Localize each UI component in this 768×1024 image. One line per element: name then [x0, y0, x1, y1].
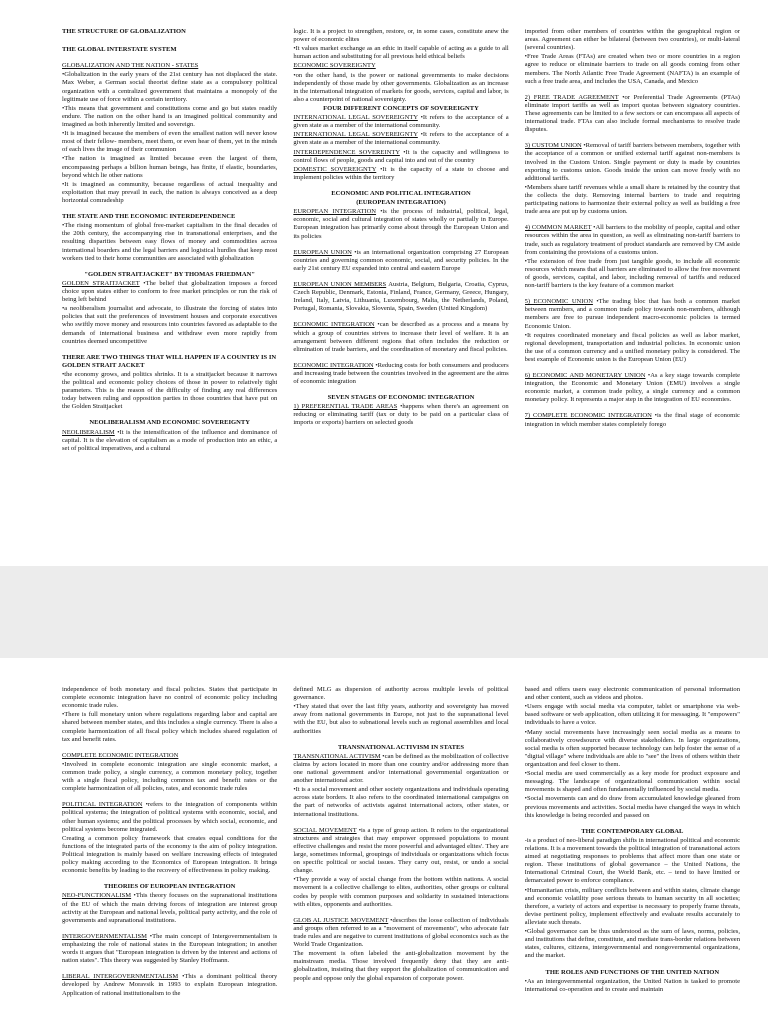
term-label: EUROPEAN UNION MEMBERS — [293, 280, 387, 288]
term-label: 5) ECONOMIC UNION — [524, 298, 593, 306]
section-heading-contemporary-global: THE CONTEMPORARY GLOBAL — [581, 827, 684, 835]
paragraph: •It is a social movement and other society organizations and individuals operating across state borders. It also refers to the coordinated international campaigns on the part of networks of activists against international actors, other states, or international institutions. — [293, 786, 509, 818]
page-gap — [0, 566, 768, 658]
term-definition: Austria, Belgium, Bulgaria, Croatia, Cyprus, Czech Republic, Denmark, Estonia, Finland, France, Germany, Greece, Hungary, Ireland, Italy, Latvia, Lithuania, Luxembourg, Malta, the Netherlands, Poland, Portugal, Romania, Slovakia, Slovenia, Spain, Sweden (United Kingdom) — [293, 280, 509, 313]
paragraph: •It is imagined because the members of even the smallest nation will never know most of their fellow- members, meet them, or even hear of them, yet in the minds of each lives the image of their communion — [62, 130, 278, 154]
paragraph — [293, 321, 508, 353]
page-2-column-1 — [62, 686, 277, 1024]
section-heading-interstate: THE GLOBAL INTERSTATE SYSTEM — [62, 46, 177, 54]
term-label: ECONOMIC INTEGRATION — [293, 361, 374, 369]
paragraph — [62, 892, 277, 924]
term-label: SOCIAL MOVEMENT — [293, 826, 357, 834]
paragraph: Creating a common policy framework that creates equal conditions for the functions of the integrated parts of the economy is the aim of policy integration. Political integration is mainly based on welfare increasing effects of integrated policy making according to the Economics of European integration. It brings economic benefits by leading to the recovery of effectiveness in policy making. — [62, 834, 278, 875]
paragraph — [293, 917, 508, 949]
section-heading-theories: THEORIES OF EUROPEAN INTEGRATION — [103, 883, 236, 891]
term-definition: •Reducing costs for both consumers and producers and increasing trade between the countries involved in the agreement are the aims of economic integration — [293, 361, 509, 386]
paragraph: The movement is often labeled the anti-globalization movement by the mainstream media. Those involved frequently deny that they are anti-globalization, insisting that they support the globalization of communication and people and oppose only the global expansion of corporate power. — [293, 950, 509, 982]
section-heading-interdependence: THE STATE AND THE ECONOMIC INTERDEPENDENCE — [62, 213, 236, 221]
paragraph: •Social movements can and do draw from accumulated knowledge gleaned from previous movements and activities. Social media have changed the ways in which this knowledge is being recorded and passed on — [524, 795, 740, 819]
term-definition: •This a dominant political theory developed by Andrew Moravsik in 1993 to explain European integration. Application of rational institutionalism to the — [62, 973, 278, 997]
page-1-columns — [62, 28, 740, 566]
nation-heading: GLOBALIZATION AND THE NATION - STATES — [62, 62, 199, 70]
paragraph: •The rising momentum of global free-market capitalism in the final decades of the 20th century, the accompanying rise in transnational enterprises, and the resulting disparities between easy flows of money and commodities across international boarders and the legal barriers and logistical hurdles that keep most workers tied to their home communities are associated with globalization — [62, 222, 278, 262]
term-label: INTERNATIONAL LEGAL SOVEREIGNTY — [293, 131, 418, 139]
paragraph — [293, 208, 508, 240]
paragraph: imported from other members of countries within the geographical region or areas. Agreement can either be bilateral (between two countries), or multi-lateral (several countries). — [524, 28, 740, 52]
section-heading-neoliberalism: NEOLIBERALISM AND ECONOMIC SOVEREIGNTY — [89, 419, 250, 427]
section-heading-seven-stages: SEVEN STAGES OF ECONOMIC INTEGRATION — [327, 394, 475, 402]
paragraph — [525, 372, 740, 404]
term-definition: •Removal of tariff barriers between members, together with the acceptance of a common or unified external tariff against non-members is involved in the Custom Union. Single payment or duty is made by countries exporting to customs union. Goods inside the union can move freely with no additional tariffs. — [524, 142, 740, 182]
paragraph: •It values market exchange as an ethic in itself capable of acting as a guide to all human action and substituting for all previous held ethical beliefs — [293, 45, 509, 61]
paragraph — [525, 412, 740, 428]
term-label: EUROPEAN UNION — [293, 248, 352, 256]
page-2-column-3 — [525, 686, 740, 1024]
paragraph: •Global governance can be thus understood as the sum of laws, norms, policies, and institutions that define, constitute, and mediate trans-border relations between states, cultures, citizens, intergovernmental and nongovernmental organizations, and the market. — [524, 928, 740, 960]
paragraph: defined MLG as dispersion of authority across multiple levels of political governance. — [293, 686, 509, 702]
paragraph — [62, 973, 277, 997]
term-definition: •This theory focuses on the supranational institutions of the EU of which the main driving forces of integration are interest group activity at the European and national levels, political party activity, and the role of governments and supranational institutions. — [62, 892, 278, 924]
page-1-column-2 — [293, 28, 508, 566]
term-label: DOMESTIC SOVEREIGNTY — [293, 165, 377, 173]
term-label: INTERGOVERNMENTALISM — [62, 932, 147, 940]
term-definition: •It is the capacity of a state to choose and implement policies within the territory — [293, 165, 509, 181]
term-definition: •The trading bloc that has both a common market between members, and a common trade policy towards non-members, although members are free to pursue independent macro-economic policies is termed Economic Union. — [524, 298, 740, 330]
term-label: 1) PREFERENTIAL TRADE AREAS — [293, 403, 398, 411]
term-definition: •can be defined as the mobilization of collective claims by actors located in more than one country and/or addressing more than one national government and/or international governmental organization or another international actor. — [293, 752, 509, 785]
term-definition: •or Preferential Trade Agreements (PTAs) eliminate import tariffs as well as import quotas between signatory countries. These agreements can be limited to a few sectors or can encompass all aspects of international trade. FTAs can also include formal mechanisms to resolve trade disputes. — [524, 93, 740, 134]
term-label: EUROPEAN INTEGRATION — [293, 208, 377, 216]
page-1-column-3 — [525, 28, 740, 566]
paragraph — [293, 281, 508, 313]
section-subheading-european: (EUROPEAN INTEGRATION) — [356, 199, 446, 207]
paragraph: •Free Trade Areas (FTAs) are created when two or more countries in a region agree to reduce or eliminate barriers to trade on all goods coming from other members. The North Atlantic Free Trade Agreement (NAFTA) is an example of such a free trade area, and includes the USA, Canada, and Mexico — [524, 53, 740, 85]
term-label: COMPLETE ECONOMIC INTEGRATION — [62, 751, 179, 759]
paragraph — [293, 249, 508, 273]
paragraph: •It is imagined as community, because regardless of actual inequality and exploitation that may prevail in each, the nation is always conceived as a deep horizontal comradeship — [62, 180, 278, 204]
section-heading-transnational: TRANSNATIONAL ACTIVISM IN STATES — [337, 743, 465, 751]
section-heading-integration: ECONOMIC AND POLITICAL INTEGRATION — [331, 189, 471, 197]
term-definition: •All barriers to the mobility of people, capital and other resources within the area in question, as well as eliminating non-tariff barriers to trade, such as regulatory treatment of product standards are removed by CM aside from containing the provisions of a customs union. — [524, 224, 740, 256]
page-2 — [0, 658, 768, 1024]
term-label: GLOB AL JUSTICE MOVEMENT — [293, 916, 389, 924]
term-label: GOLDEN STRAITJACKET — [62, 279, 140, 287]
term-definition: •is the final stage of economic integration in which member states completely forego — [524, 412, 740, 428]
paragraph — [293, 362, 508, 386]
term-label: INTERDEPENDENCE SOVEREINTY — [293, 148, 400, 156]
paragraph: •Users engage with social media via computer, tablet or smartphone via web-based software or web application, often utilizing it for messaging. It "empowers" individuals to have a voice. — [524, 703, 740, 727]
term-label: 7) COMPLETE ECONOMIC INTEGRATION — [524, 412, 652, 420]
page-2-column-2 — [293, 686, 508, 1024]
paragraph — [525, 298, 740, 330]
paragraph: •They provide a way of social change from the bottom within nations. A social movement is a collective challenge to elites, authorities, other groups or cultural codes by people with common purposes and solidarity in sustained interactions with elites, opponents and authorities. — [293, 876, 509, 908]
paragraph — [62, 429, 277, 453]
paragraph: •Many social movements have increasingly seen social media as a means to collaboratively crowdsource with diverse stakeholders. In large organizations, social media is often supported because technology can help foster the sense of a "digital village" where individuals are able to "see" the lives of others within their organization and feel closer to them. — [524, 728, 740, 768]
term-label: 2) FREE TRADE AGREEMENT — [524, 93, 619, 101]
paragraph — [525, 94, 740, 135]
term-label: ECONOMIC INTEGRATION — [293, 321, 375, 329]
term-definition: •is a type of group action. It refers to the organizational structures and strategies that may empower oppressed populations to mount effective challenges and resist the more powerful and advantaged elites'. They are large, sometimes informal, groupings of individuals or organizations which focus on specific political or social issues. They carry out, resist, or undo a social change. — [293, 826, 509, 875]
term-definition: •can be described as a process and a means by which a group of countries strives to increase their level of welfare. It is an arrangement between different regions that often includes the reduction or elimination of trade barriers, and the coordination of monetary and fiscal policies. — [293, 321, 509, 353]
term-definition: •describes the loose collection of individuals and groups often referred to as a "movement of movements", who advocate fair trade rules and are negative to current institutions of global economics such as the World Trade Organization. — [293, 916, 509, 949]
paragraph — [293, 149, 508, 165]
term-label: INTERNATIONAL LEGAL SOVEREIGNTY — [293, 114, 418, 122]
section-heading-golden: "GOLDEN STRAITJACKET" BY THOMAS FRIEDMAN" — [84, 270, 255, 278]
section-heading-united-nation: THE ROLES AND FUNCTIONS OF THE UNITED NATION — [545, 968, 720, 976]
paragraph: logic. It is a project to strengthen, restore, or, in some cases, constitute anew the power of economic elites — [293, 28, 509, 44]
paragraph: •This means that government and constitutions come and go but states readily endure. The nation on the other hand is an imagined political community and imagined as both inherently limited and sovereign. — [62, 104, 278, 128]
paragraph: •the economy grows, and politics shrinks. It is a straitjacket because it narrows the political and economic policy choices of those in power to relatively tight parameters. This is the reason of the difficulty of finding any real differences today between ruling and opposition parties in those countries that have put on the Golden Straitjacket — [62, 370, 278, 411]
paragraph: independence of both monetary and fiscal policies. States that participate in complete economic integration have no control of economic policy including economic trade rules. — [62, 686, 278, 710]
paragraph — [293, 403, 508, 427]
term-definition: •It refers to the acceptance of a given state as a member of the international community. — [293, 114, 509, 130]
paragraph: •They stated that over the last fifty years, authority and sovereignty has moved away from national governments in Europe, not just to the supranational level with the EU, but also to subnational levels such as regional assemblies and local authorities — [293, 703, 509, 735]
paragraph — [293, 753, 508, 785]
page-2-columns — [62, 686, 740, 1024]
paragraph: •Humanitarian crisis, military conflicts between and within states, climate change and economic volatility pose serious threats to human security in all societies; therefore, a variety of actors and expertise is necessary to properly frame threats, devise pertinent policy, implement effectively and evaluate results accurately to alleviate such threats. — [524, 886, 740, 926]
document-title: THE STRUCTURE OF GLOBALIZATION — [62, 28, 186, 35]
paragraph: •The nation is imagined as limited because even the largest of them, encompassing perhaps a billion human beings, has finite, if elastic, boundaries, beyond which lie other nations — [62, 155, 278, 179]
paragraph: •It requires coordinated monetary and fiscal policies as well as labor market, regional development, transportation and industrial policies. In economic union the use of a common currency and a unified monetary policy is considered. The best example of Economic union is the European Union (EU) — [524, 331, 740, 363]
paragraph — [62, 280, 277, 304]
term-label: 6) ECONOMIC AND MONETARY UNION — [524, 372, 646, 380]
paragraph: •As an intergovernmental organization, the United Nation is tasked to promote international co-operation and to create and maintain — [524, 977, 740, 993]
term-definition: •The belief that globalization imposes a forced choice upon states either to conform to free market principles or run the risk of being left behind — [62, 279, 278, 304]
term-definition: •As a key stage towards complete integration, the Economic and Monetary Union (EMU) involves a single economic market, a common trade policy, a single currency and a common monetary policy. It represents a major step in the integration of EU economies. — [524, 372, 740, 404]
paragraph: •Globalization in the early years of the 21st century has not displaced the state. Max Weber, a German social theorist define state as a compulsory political organization with a centralized government that maintains a monopoly of the legitimate use of force within a certain territory. — [62, 71, 278, 103]
term-label: 4) COMMON MARKET — [524, 224, 592, 232]
paragraph — [525, 142, 740, 183]
term-definition: •is the process of industrial, political, legal, economic, social and cultural integration of states wholly or partially in Europe. European integration has primarily come about through the European Union and its policies — [293, 208, 509, 240]
term-label: ECONOMIC SOVEREIGNTY — [293, 62, 376, 70]
paragraph: •Social media are used commercially as a key mode for product exposure and messaging. The landscape of organizational communication within social movements is shaped and often fundamentally influenced by social media. — [524, 770, 740, 794]
paragraph — [293, 114, 508, 130]
term-label: NEOLIBERALISM — [62, 428, 115, 436]
term-definition: •It is the capacity and willingness to control flows of people, goods and capital into and out of the country — [293, 148, 509, 164]
paragraph: •The extension of free trade from just tangible goods, to include all economic resources which means that all barriers are eliminated to allow the free movement of goods, services, capital, and labor, including removal of tariffs and reduced non-tariff barriers is the key feature of a common market — [524, 257, 740, 290]
term-label: 3) CUSTOM UNION — [524, 142, 582, 150]
term-label: TRANSNATIONAL ACTIVISM — [293, 752, 381, 760]
paragraph — [62, 933, 277, 965]
paragraph: •on the other hand, is the power or national governments to make decisions independently of those made by other governments. Globalization as an increase in the international integration of markets for goods, services, capital and labor, is also a counterpoint of national sovereignty. — [293, 71, 509, 103]
term-label: POLITICAL INTEGRATION — [62, 801, 143, 809]
term-definition: •is an international organization comprising 27 European countries and governing common economic, social, and security policies. In the early 21st century EU expanded into central and eastern Europe — [293, 248, 509, 272]
paragraph: •Members share tariff revenues while a small share is retained by the country that the collects the duty. Removing internal barriers to trade and requiring participating nations to harmonize their external policy as well as building a free trade area are put up by customs union. — [524, 183, 740, 216]
paragraph — [293, 827, 508, 876]
paragraph: •a neoliberalism journalist and advocate, to illustrate the forcing of states into policies that suit the preferences of investment houses and corporate executives who swiftly move money and resources into countries favored as adaptable to the demands of international business and withdraw even more rapidly from countries deemed uncompetitive — [62, 305, 278, 345]
paragraph — [62, 801, 277, 833]
paragraph — [293, 131, 508, 147]
paragraph: based and offers users easy electronic communication of personal information and other content, such as videos and photos. — [524, 686, 740, 702]
term-definition: •It is the intensification of the influence and dominance of capital. It is the elevation of capitalism as a mode of production into an ethic, a set of political imperatives, and a cultural — [62, 428, 278, 452]
paragraph: •Involved in complete economic integration are single economic market, a common trade policy, a single currency, a common monetary policy, together with a single fiscal policy, including common tax and benefit rates or the complete harmonization of all policies, rates, and economic trade rules — [62, 760, 278, 793]
paragraph: •There is full monetary union where regulations regarding labor and capital are shared between member states, and this includes a single currency. There is also a complete harmonization of all fiscal policy which includes shared regulation of tax and benefit rates. — [62, 711, 278, 743]
section-heading-four-concepts: FOUR DIFFERENT CONCEPTS OF SOVEREIGNTY — [323, 104, 479, 112]
term-label: NEO-FUNCTIONALISM — [62, 892, 132, 900]
paragraph — [525, 224, 740, 256]
section-heading-two-things: THERE ARE TWO THINGS THAT WILL HAPPEN IF A COUNTRY IS IN GOLDEN STRAIT JACKET — [62, 353, 277, 369]
term-definition: •refers to the integration of components within political systems; the integration of political systems with economic, social, and other human systems; and the political processes by which social, economic, and political systems become integrated. — [62, 801, 278, 833]
page-1-column-1 — [62, 28, 277, 566]
term-definition: •happens when there's an agreement on reducing or eliminating tariff (tax or duty to be paid on a particular class of imports or exports) barriers on selected goods — [293, 403, 509, 427]
term-definition: •The main concept of Intergovernmentalism is emphasizing the role of national states in the European integration; in another words it argues that "European integration is driven by the interest and actions of nation states". This theory was suggested by Stanley Hoffmann. — [62, 932, 278, 965]
paragraph — [293, 166, 508, 182]
term-label: LIBERAL INTERGOVERNMENTALISM — [62, 973, 179, 981]
term-definition: •It refers to the acceptance of a given state as a member of the international community. — [293, 131, 509, 147]
paragraph: -is a product of neo-liberal paradigm shifts in international political and economic relations. It is a movement towards the political integration of transnational actors aimed at negotiating responses to problems that affect more than one state or region. These institutions of global governance – the United Nations, the International Criminal Court, the World Bank, etc. – tend to have limited or demarcated power to enforce compliance. — [524, 836, 740, 885]
